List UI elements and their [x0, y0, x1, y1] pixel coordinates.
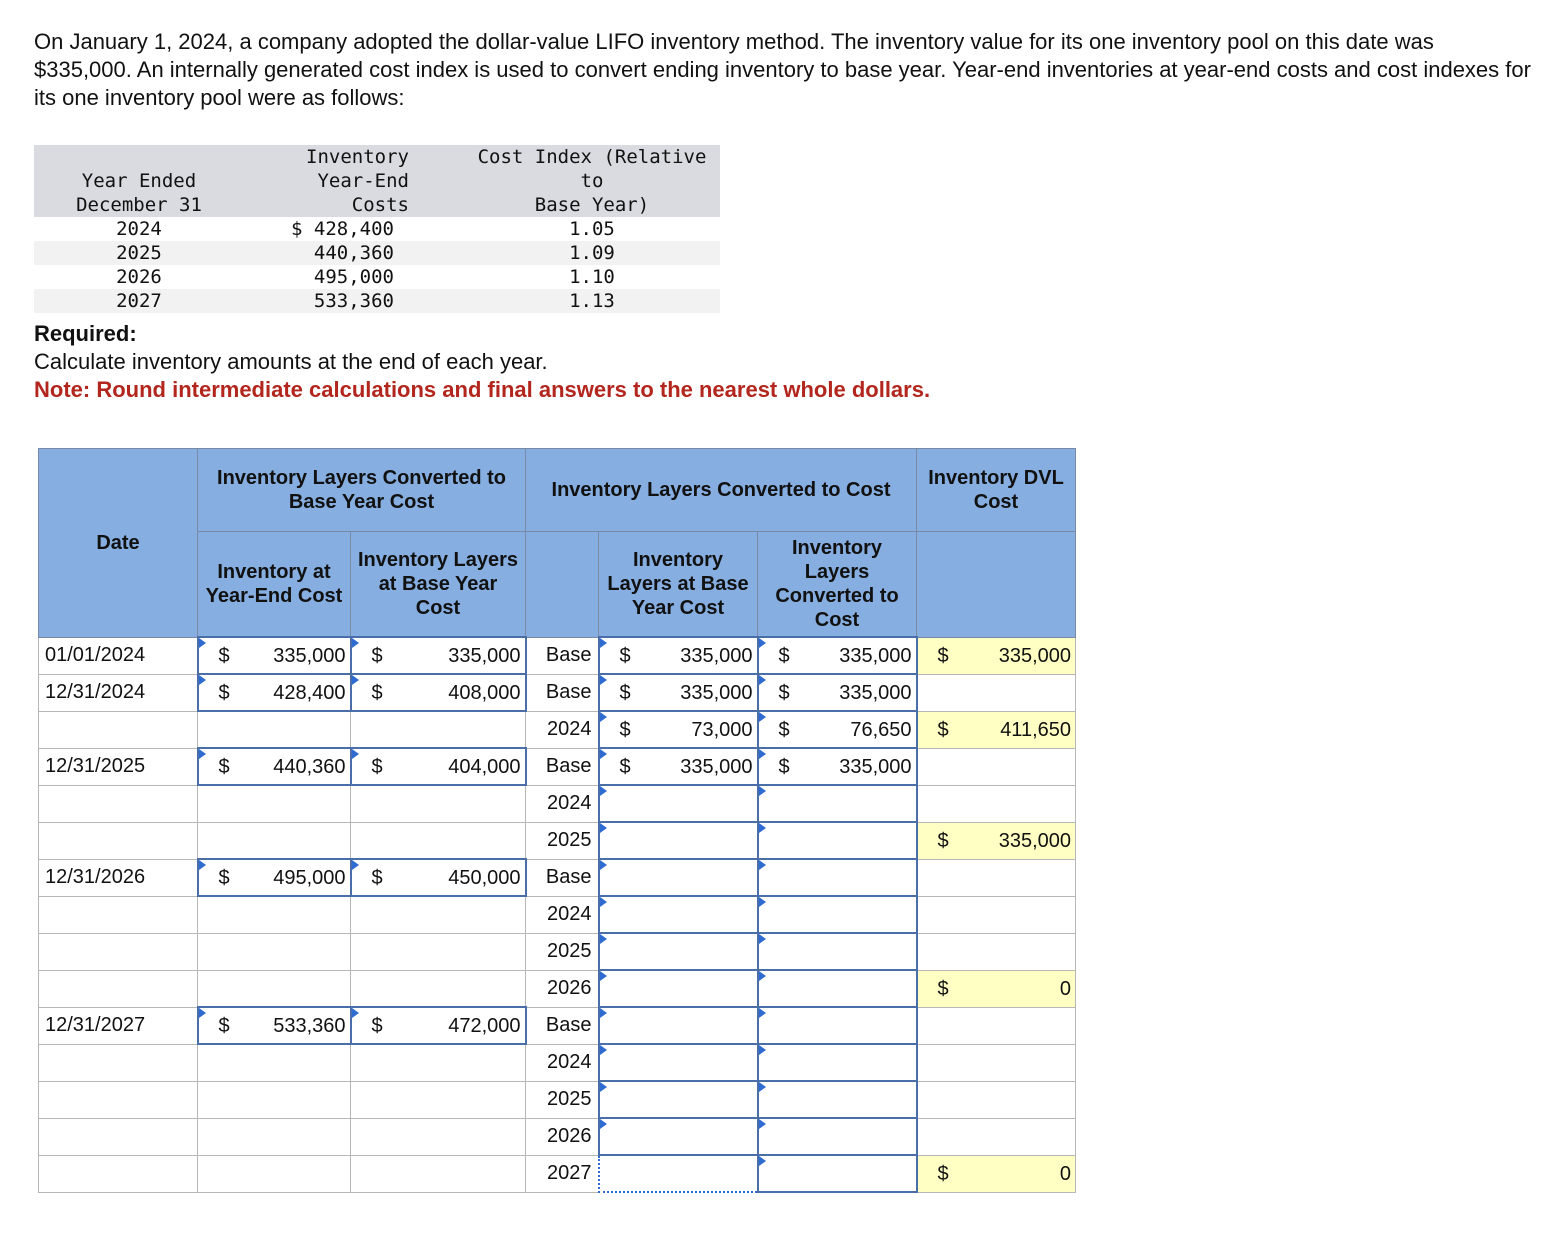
- dvl-cost-value: [917, 748, 1076, 785]
- row-date: [39, 896, 198, 933]
- row-date: [39, 1118, 198, 1155]
- given-year: 2027: [34, 289, 244, 313]
- worksheet-row: [39, 1155, 1076, 1192]
- given-cost: $ 428,400: [291, 218, 394, 240]
- row-date: 12/31/2027: [39, 1007, 198, 1044]
- row-date: [39, 933, 198, 970]
- dvl-cost-value: $ 335,000: [917, 637, 1076, 674]
- layer-cost-input[interactable]: $ 76,650: [758, 711, 917, 748]
- header-dvl-blank: [917, 532, 1076, 638]
- row-date: 12/31/2026: [39, 859, 198, 896]
- layers-base-input[interactable]: $ 404,000: [351, 748, 526, 785]
- layers-base-input: [351, 1155, 526, 1192]
- dvl-cost-value: [917, 1007, 1076, 1044]
- layers-base-input: [351, 970, 526, 1007]
- row-date: [39, 822, 198, 859]
- rounding-note: Note: Round intermediate calculations and final answers to the nearest whole dollars.: [34, 377, 931, 402]
- dvl-cost-value: [917, 785, 1076, 822]
- worksheet-row: [39, 1118, 1076, 1155]
- worksheet-row: [39, 970, 1076, 1007]
- given-row: [34, 241, 720, 265]
- row-date: [39, 1044, 198, 1081]
- given-row: [34, 217, 720, 241]
- worksheet-row: [39, 1044, 1076, 1081]
- row-date: [39, 785, 198, 822]
- layer-base-year-input[interactable]: $ 335,000: [599, 674, 758, 711]
- layer-base-year-input[interactable]: [599, 785, 758, 822]
- worksheet-row: [39, 785, 1076, 822]
- dvl-cost-value: [917, 1044, 1076, 1081]
- dvl-cost-value: [917, 859, 1076, 896]
- layer-cost-input[interactable]: [758, 896, 917, 933]
- required-title: Required:: [34, 321, 137, 346]
- worksheet-row: [39, 1007, 1076, 1044]
- worksheet-row: [39, 748, 1076, 785]
- given-index: 1.09: [464, 241, 720, 265]
- layer-cost-input[interactable]: [758, 933, 917, 970]
- layer-label: Base: [526, 748, 599, 785]
- given-data-table: [34, 145, 720, 313]
- year-end-cost-input: [198, 1118, 351, 1155]
- layer-label: 2024: [526, 1044, 599, 1081]
- year-end-cost-input: [198, 933, 351, 970]
- layer-base-year-input[interactable]: [599, 1081, 758, 1118]
- worksheet-row: [39, 822, 1076, 859]
- given-cost: 495,000: [313, 266, 394, 288]
- year-end-cost-input[interactable]: $ 533,360: [198, 1007, 351, 1044]
- layer-cost-input[interactable]: [758, 785, 917, 822]
- layer-base-year-input[interactable]: [599, 859, 758, 896]
- layer-cost-input[interactable]: [758, 970, 917, 1007]
- layer-label: 2025: [526, 933, 599, 970]
- layer-cost-input[interactable]: [758, 859, 917, 896]
- header-date: Date: [39, 449, 198, 638]
- dvl-worksheet: [38, 448, 1076, 1193]
- layer-label: 2024: [526, 896, 599, 933]
- given-row: [34, 265, 720, 289]
- layer-label: Base: [526, 637, 599, 674]
- header-layers-cost: Inventory Layers Converted to Cost: [758, 532, 917, 638]
- layer-cost-input[interactable]: [758, 1007, 917, 1044]
- worksheet-row: [39, 859, 1076, 896]
- year-end-cost-input: [198, 1081, 351, 1118]
- dvl-cost-value: [917, 1118, 1076, 1155]
- layer-base-year-input[interactable]: $ 73,000: [599, 711, 758, 748]
- layer-base-year-input[interactable]: $ 335,000: [599, 637, 758, 674]
- dvl-cost-value: $ 0: [917, 1155, 1076, 1192]
- layer-cost-input[interactable]: [758, 1081, 917, 1118]
- year-end-cost-input: [198, 822, 351, 859]
- year-end-cost-input[interactable]: $ 495,000: [198, 859, 351, 896]
- year-end-cost-input: [198, 896, 351, 933]
- required-text: Calculate inventory amounts at the end of each year.: [34, 349, 548, 374]
- worksheet-row: [39, 896, 1076, 933]
- header-group-cost: Inventory Layers Converted to Cost: [526, 449, 917, 532]
- year-end-cost-input: [198, 1044, 351, 1081]
- dvl-cost-value: $ 411,650: [917, 711, 1076, 748]
- layer-base-year-input[interactable]: [599, 822, 758, 859]
- layer-cost-input[interactable]: $ 335,000: [758, 637, 917, 674]
- layers-base-input: [351, 1044, 526, 1081]
- layer-label: Base: [526, 674, 599, 711]
- header-year-ended: Year Ended December 31: [34, 145, 244, 217]
- dvl-cost-value: [917, 1081, 1076, 1118]
- layers-base-input: [351, 1081, 526, 1118]
- dvl-cost-value: $ 0: [917, 970, 1076, 1007]
- layer-label: 2026: [526, 1118, 599, 1155]
- layer-label: Base: [526, 859, 599, 896]
- layers-base-input[interactable]: $ 472,000: [351, 1007, 526, 1044]
- dvl-cost-value: [917, 674, 1076, 711]
- layer-base-year-input[interactable]: [599, 970, 758, 1007]
- required-section: [34, 320, 930, 404]
- layer-label: 2024: [526, 785, 599, 822]
- given-year: 2026: [116, 266, 162, 288]
- worksheet-row: [39, 933, 1076, 970]
- layers-base-input: [351, 896, 526, 933]
- layers-base-input[interactable]: $ 408,000: [351, 674, 526, 711]
- problem-intro: On January 1, 2024, a company adopted the dollar-value LIFO inventory method. The inventory value for its one inventory pool on this date was $335,000. An internally generated cost index is used to convert ending inventory to base year. Year-end inventories at year-end costs and cost indexes for its one inventory pool were as follows:: [34, 29, 1531, 110]
- given-year: 2024: [116, 218, 162, 240]
- year-end-cost-input[interactable]: $ 335,000: [198, 637, 351, 674]
- given-index: 1.05: [569, 218, 615, 240]
- worksheet-row: [39, 1081, 1076, 1118]
- layer-cost-input[interactable]: $ 335,000: [758, 674, 917, 711]
- year-end-cost-input[interactable]: $ 428,400: [198, 674, 351, 711]
- layer-base-year-input[interactable]: [599, 933, 758, 970]
- layers-base-input: [351, 711, 526, 748]
- layer-base-year-input[interactable]: [599, 1044, 758, 1081]
- year-end-cost-input[interactable]: $ 440,360: [198, 748, 351, 785]
- header-cost-index: Cost Index (Relative to Base Year): [464, 145, 720, 217]
- layer-cost-input[interactable]: [758, 1155, 917, 1192]
- layers-base-input: [351, 933, 526, 970]
- layer-base-year-input[interactable]: $ 335,000: [599, 748, 758, 785]
- layers-base-input: [351, 822, 526, 859]
- layer-label: 2025: [526, 822, 599, 859]
- given-index: 1.13: [464, 289, 720, 313]
- header-dvl-cost: Inventory DVL Cost: [917, 449, 1076, 532]
- header-layer-label: [526, 532, 599, 638]
- layer-label: Base: [526, 1007, 599, 1044]
- layer-base-year-input[interactable]: [599, 1007, 758, 1044]
- row-date: 12/31/2024: [39, 674, 198, 711]
- dvl-cost-value: [917, 933, 1076, 970]
- layer-cost-input[interactable]: [758, 1044, 917, 1081]
- year-end-cost-input: [198, 1155, 351, 1192]
- given-row: [34, 289, 720, 313]
- row-date: 12/31/2025: [39, 748, 198, 785]
- given-index: 1.10: [569, 266, 615, 288]
- header-year-end-costs: Inventory Year-End Costs: [244, 145, 464, 217]
- layer-label: 2025: [526, 1081, 599, 1118]
- worksheet-row: [39, 711, 1076, 748]
- layer-cost-input[interactable]: [758, 822, 917, 859]
- given-cost: 440,360: [244, 241, 464, 265]
- given-cost: 533,360: [244, 289, 464, 313]
- dvl-cost-value: [917, 896, 1076, 933]
- year-end-cost-input: [198, 785, 351, 822]
- header-layers-base: Inventory Layers at Base Year Cost: [351, 532, 526, 638]
- header-year-end-cost: Inventory at Year-End Cost: [198, 532, 351, 638]
- year-end-cost-input: [198, 711, 351, 748]
- layer-cost-input[interactable]: $ 335,000: [758, 748, 917, 785]
- layer-label: 2024: [526, 711, 599, 748]
- layer-base-year-input[interactable]: [599, 896, 758, 933]
- layers-base-input: [351, 785, 526, 822]
- layers-base-input[interactable]: $ 335,000: [351, 637, 526, 674]
- year-end-cost-input: [198, 970, 351, 1007]
- row-date: [39, 970, 198, 1007]
- worksheet-row: [39, 637, 1076, 674]
- layers-base-input[interactable]: $ 450,000: [351, 859, 526, 896]
- header-layers-base-2: Inventory Layers at Base Year Cost: [599, 532, 758, 638]
- row-date: 01/01/2024: [39, 637, 198, 674]
- worksheet-row: [39, 674, 1076, 711]
- row-date: [39, 1155, 198, 1192]
- row-date: [39, 1081, 198, 1118]
- layer-label: 2026: [526, 970, 599, 1007]
- layer-label: 2027: [526, 1155, 599, 1192]
- dvl-cost-value: $ 335,000: [917, 822, 1076, 859]
- given-year: 2025: [34, 241, 244, 265]
- layer-base-year-input[interactable]: [599, 1118, 758, 1155]
- layers-base-input: [351, 1118, 526, 1155]
- row-date: [39, 711, 198, 748]
- header-group-base-year: Inventory Layers Converted to Base Year Cost: [198, 449, 526, 532]
- layer-cost-input[interactable]: [758, 1118, 917, 1155]
- layer-base-year-input[interactable]: [599, 1155, 758, 1192]
